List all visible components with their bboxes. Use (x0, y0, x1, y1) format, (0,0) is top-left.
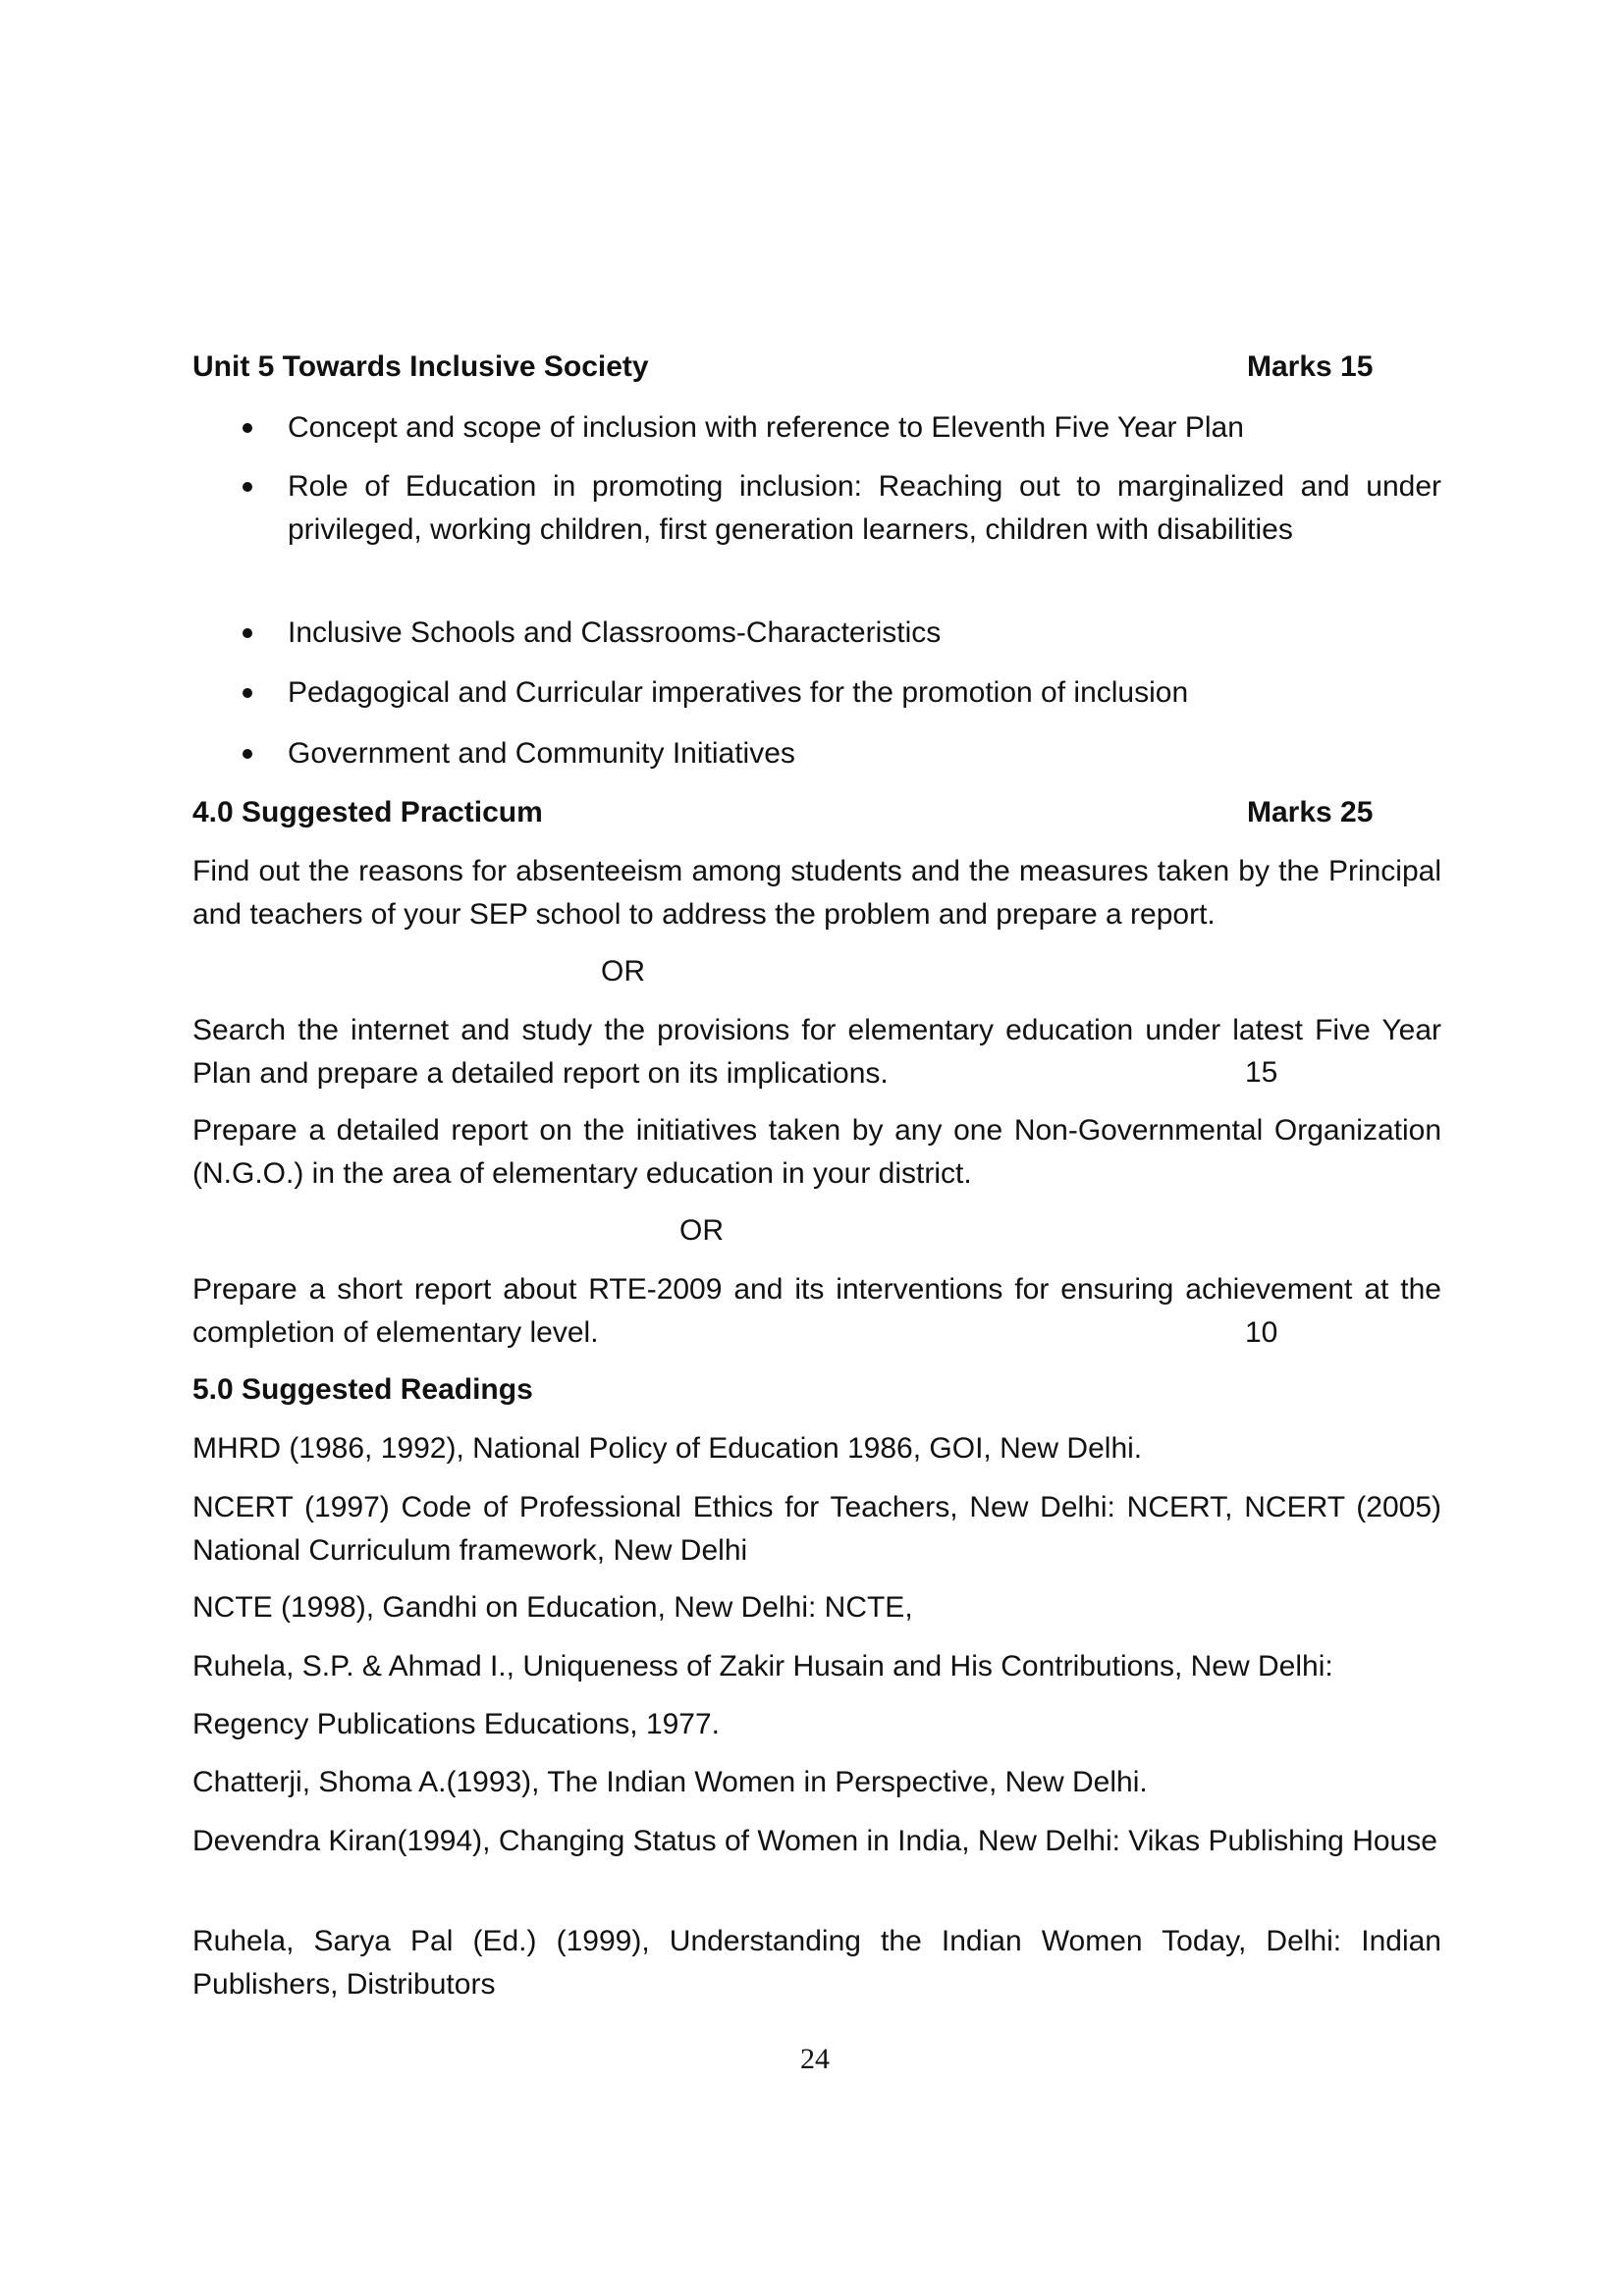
bullet-icon (243, 482, 252, 492)
bullet-text: Government and Community Initiatives (288, 737, 795, 770)
reading-item: Ruhela, Sarya Pal (Ed.) (1999), Understanding the Indian Women Today, Delhi: Indian Publishers, Distributors (192, 1925, 1441, 2001)
practicum-paragraph-4: Prepare a short report about RTE-2009 and its interventions for ensuring achievement at the completion of elementary level. (192, 1273, 1441, 1349)
practicum-heading: 4.0 Suggested Practicum (192, 796, 543, 828)
or-separator-2: OR (679, 1214, 724, 1247)
practicum-paragraph-2-marks: 15 (1245, 1056, 1278, 1089)
practicum-paragraph-2: Search the internet and study the provisions for elementary education under latest Five Year Plan and prepare a detailed report on its implications. (192, 1014, 1441, 1090)
unit5-marks: Marks 15 (1247, 350, 1374, 383)
page-number: 24 (800, 2043, 830, 2075)
bullet-text: Inclusive Schools and Classrooms-Characteristics (288, 616, 942, 649)
bullet-icon (243, 688, 252, 698)
bullet-icon (243, 628, 252, 638)
practicum-paragraph-1: Find out the reasons for absenteeism among students and the measures taken by the Principal and teachers of your SEP school to address the problem and prepare a report. (192, 855, 1441, 931)
bullet-icon (243, 423, 252, 433)
practicum-paragraph-3: Prepare a detailed report on the initiatives taken by any one Non-Governmental Organization (N.G.O.) in the area of elementary education in your district. (192, 1114, 1441, 1190)
reading-item: Ruhela, S.P. & Ahmad I., Uniqueness of Zakir Husain and His Contributions, New Delhi: (192, 1650, 1333, 1682)
readings-heading: 5.0 Suggested Readings (192, 1373, 533, 1406)
reading-item: NCERT (1997) Code of Professional Ethics for Teachers, New Delhi: NCERT, NCERT (2005) National Curriculum framework, New Delhi (192, 1491, 1441, 1567)
reading-item: Devendra Kiran(1994), Changing Status of Women in India, New Delhi: Vikas Publishing House (192, 1825, 1437, 1857)
reading-item: NCTE (1998), Gandhi on Education, New Delhi: NCTE, (192, 1591, 913, 1624)
reading-item: MHRD (1986, 1992), National Policy of Education 1986, GOI, New Delhi. (192, 1432, 1143, 1465)
or-separator-1: OR (601, 955, 645, 988)
bullet-text: Concept and scope of inclusion with reference to Eleventh Five Year Plan (288, 411, 1244, 444)
unit5-heading: Unit 5 Towards Inclusive Society (192, 350, 649, 383)
reading-item: Chatterji, Shoma A.(1993), The Indian Women in Perspective, New Delhi. (192, 1766, 1148, 1798)
practicum-marks: Marks 25 (1247, 796, 1374, 828)
practicum-paragraph-4-marks: 10 (1245, 1316, 1278, 1349)
reading-item: Regency Publications Educations, 1977. (192, 1708, 721, 1740)
bullet-text: Pedagogical and Curricular imperatives for the promotion of inclusion (288, 676, 1189, 709)
bullet-text: Role of Education in promoting inclusion: Reaching out to marginalized and under privileged, working children, first generation learners, children with disabilities (288, 470, 1441, 546)
bullet-icon (243, 749, 252, 759)
